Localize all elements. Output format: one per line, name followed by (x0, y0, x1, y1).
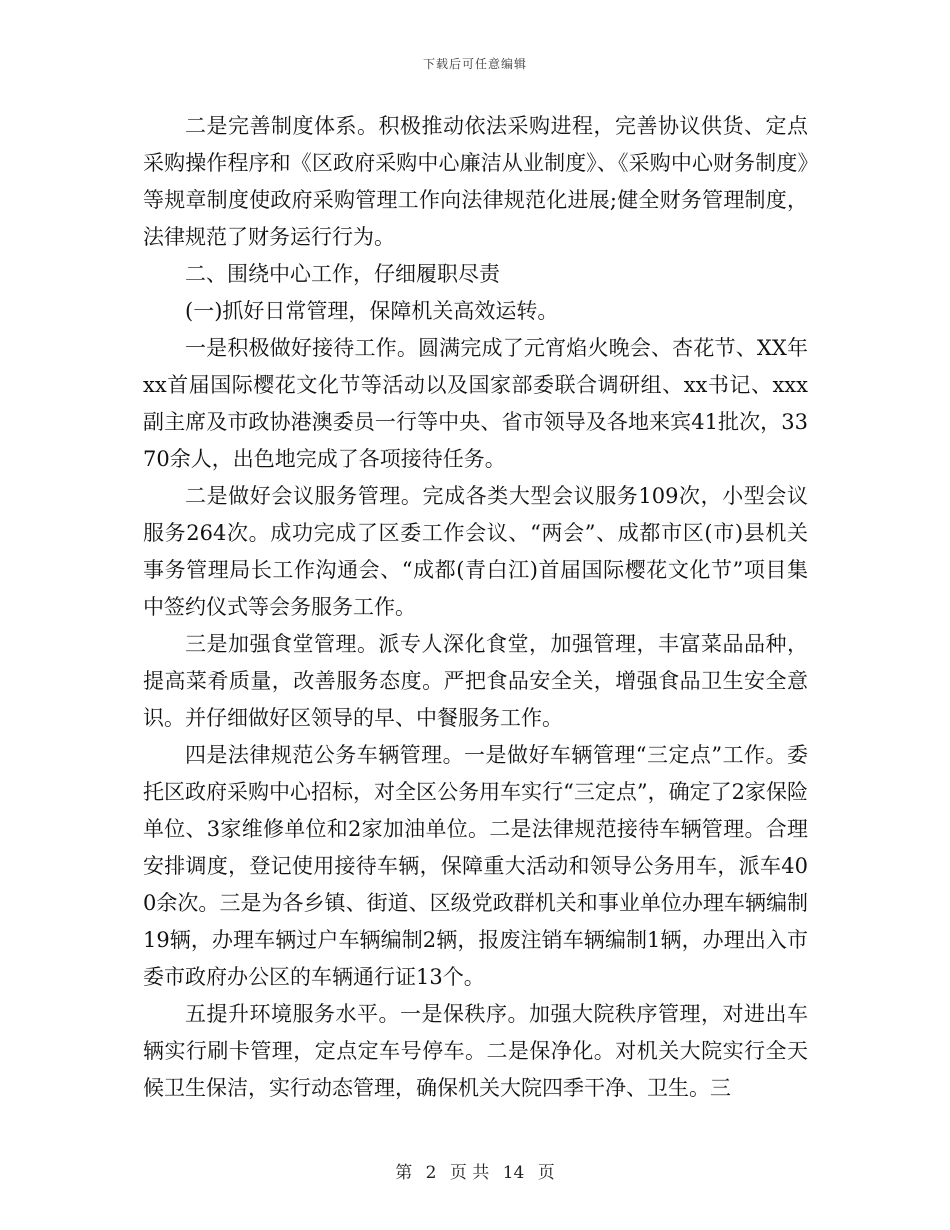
paragraph-1: 二是完善制度体系。积极推动依法采购进程，完善协议供货、定点采购操作程序和《区政府采购中心廉洁从业制度》、《采购中心财务制度》等规章制度使政府采购管理工作向法律规范化进展;健全财务管理制度，法律规范了财务运行行为。 (143, 114, 808, 249)
footer-page-number: 2 (425, 1163, 437, 1183)
document-body (143, 108, 808, 1107)
page-header: 下载后可任意编辑 (422, 57, 527, 71)
subsection-heading: (一)抓好日常管理，保障机关高效运转。 (185, 299, 559, 323)
section-heading: 二、围绕中心工作，仔细履职尽责 (185, 262, 500, 286)
paragraph-meetings: 二是做好会议服务管理。完成各类大型会议服务109次，小型会议服务264次。成功完成了区委工作会议、“两会”、成都市区(市)县机关事务管理局长工作沟通会、“成都(青白江)首届国际樱花文化节”项目集中签约仪式等会务服务工作。 (143, 484, 808, 619)
paragraph-vehicles: 四是法律规范公务车辆管理。一是做好车辆管理“三定点”工作。委托区政府采购中心招标，对全区公务用车实行“三定点”，确定了2家保险单位、3家维修单位和2家加油单位。二是法律规范接待车辆管理。合理安排调度，登记使用接待车辆，保障重大活动和领导公务用车，派车400余次。三是为各乡镇、街道、区级党政群机关和事业单位办理车辆编制19辆，办理车辆过户车辆编制2辆，报废注销车辆编制1辆，办理出入市委市政府办公区的车辆通行证13个。 (143, 743, 808, 989)
paragraph-canteen: 三是加强食堂管理。派专人深化食堂，加强管理，丰富菜品品种，提高菜肴质量，改善服务态度。严把食品安全关，增强食品卫生安全意识。并仔细做好区领导的早、中餐服务工作。 (143, 632, 808, 730)
paragraph-environment: 五提升环境服务水平。一是保秩序。加强大院秩序管理，对进出车辆实行刷卡管理，定点定车号停车。二是保净化。对机关大院实行全天候卫生保洁，实行动态管理，确保机关大院四季干净、卫生。三 (143, 1002, 808, 1100)
page-footer (0, 1158, 950, 1183)
footer-prefix: 第 (395, 1163, 413, 1183)
footer-middle: 页 共 (449, 1163, 490, 1183)
footer-total-pages: 14 (502, 1163, 525, 1183)
paragraph-reception: 一是积极做好接待工作。圆满完成了元宵焰火晚会、杏花节、XX年xx首届国际樱花文化节等活动以及国家部委联合调研组、xx书记、xxx副主席及市政协港澳委员一行等中央、省市领导及各地来宾41批次，3370余人，出色地完成了各项接待任务。 (143, 336, 808, 471)
footer-suffix: 页 (537, 1163, 555, 1183)
